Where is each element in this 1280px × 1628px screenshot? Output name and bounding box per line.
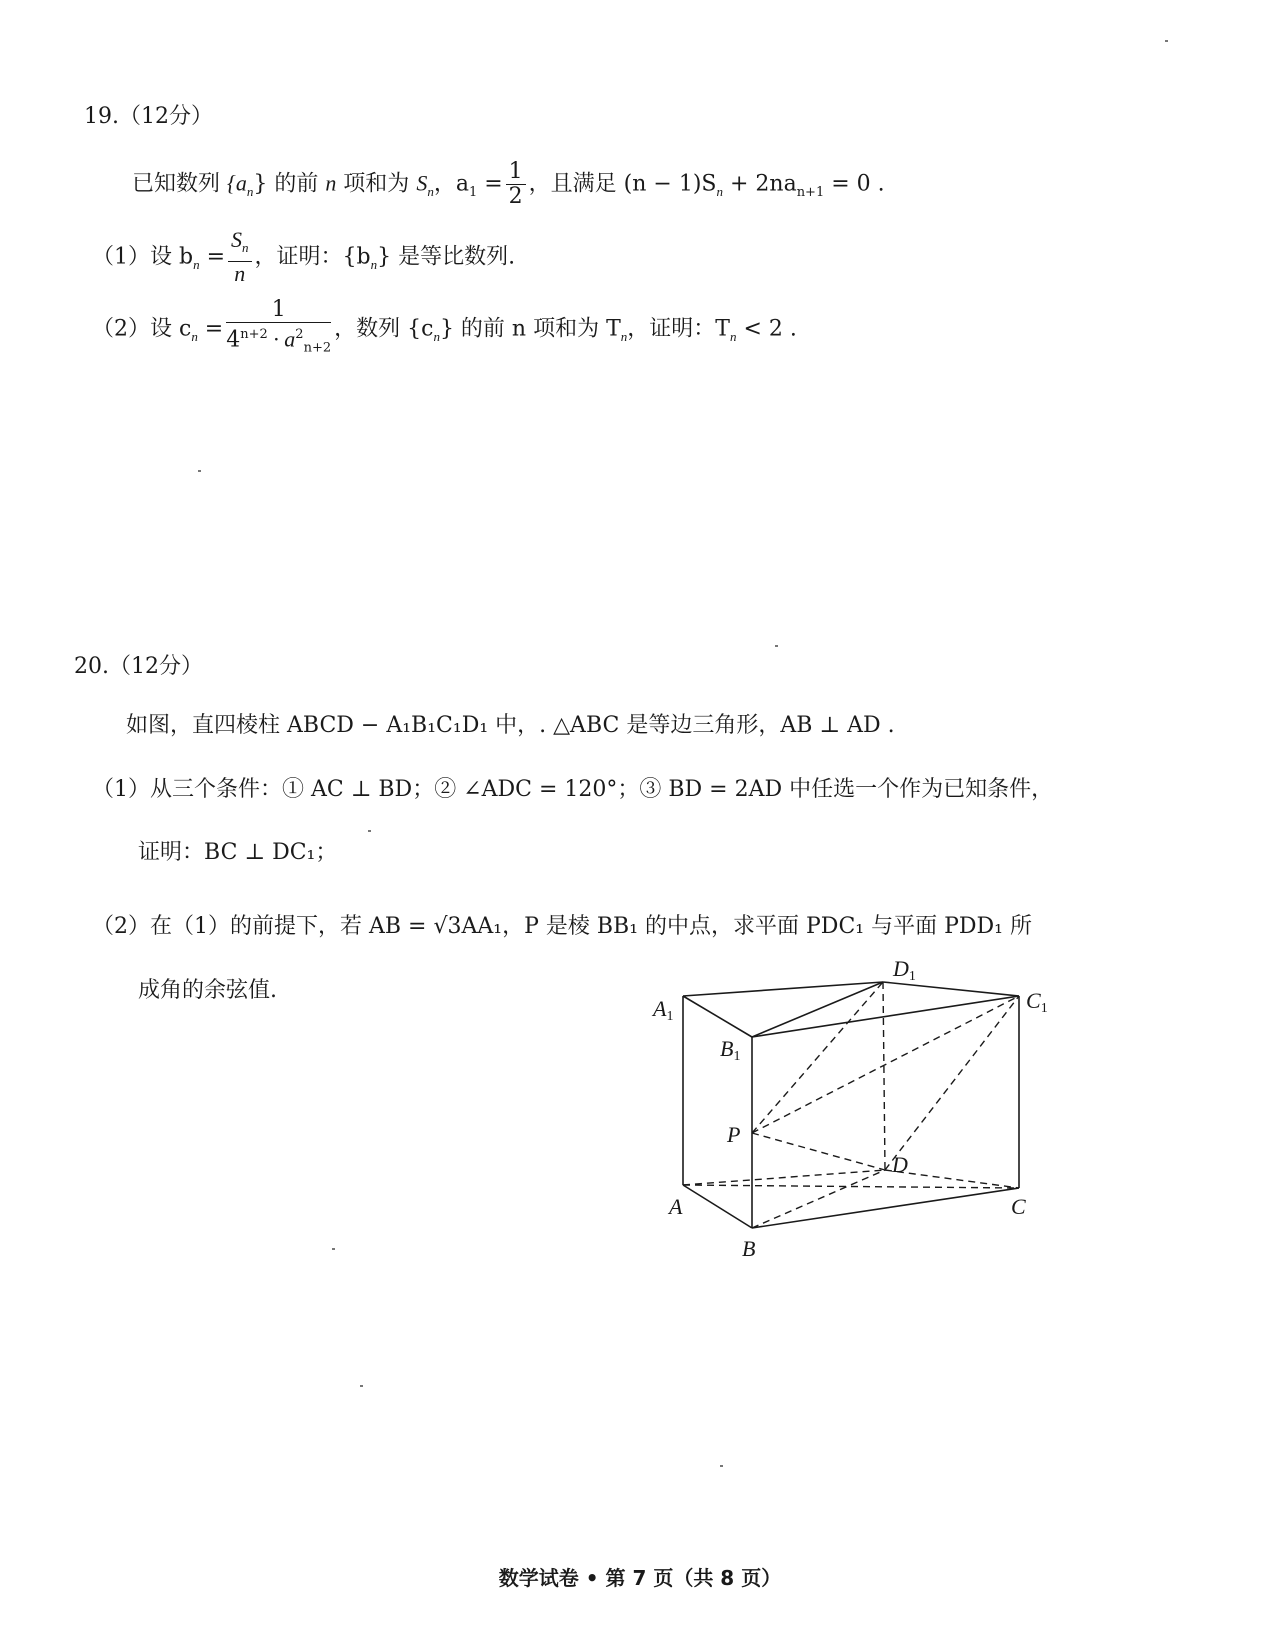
edge-A1-B1 (683, 996, 752, 1037)
label-D: D (892, 1152, 908, 1177)
label-D1: D1 (893, 956, 916, 984)
q19-part2: （2）设 $c_n$ = $\frac{1}{4^{n+2} \cdot a^2_{n+2}}$ ，数列 $\{c_n\}$ 的前 n 项和为 $T_n$，证明：$T_n < 2$ . (92, 298, 797, 361)
edge-D-D1 (883, 982, 885, 1170)
label-C: C (1011, 1194, 1026, 1219)
label-B1: B1 (720, 1036, 741, 1064)
q20-intro: 如图，直四棱柱 ABCD − A₁B₁C₁D₁ 中，. △ABC 是等边三角形，AB ⊥ AD . (126, 713, 895, 738)
edge-A-C (683, 1185, 1019, 1188)
scan-speck (1165, 40, 1168, 42)
edge-P-D (752, 1133, 885, 1170)
label-P: P (727, 1122, 741, 1147)
q19-header: 19.（12分） (84, 104, 213, 129)
edge-P-D1 (752, 982, 883, 1133)
q20-part2-line2: 成角的余弦值. (138, 978, 277, 1003)
q20-part1-line2: 证明：BC ⊥ DC₁； (138, 840, 338, 865)
q20-part1-line1: （1）从三个条件：① AC ⊥ BD；② ∠ADC = 120°；③ BD = 2AD 中任选一个作为已知条件， (92, 777, 1054, 802)
half-fraction: $\frac{1}{2}$ (506, 160, 526, 209)
scan-speck (198, 470, 201, 472)
edge-D-C1 (885, 996, 1019, 1170)
scan-speck (332, 1248, 335, 1250)
q19-intro: 已知数列 $\{a_n\}$ 的前 n 项和为 $S_n$，$a_1$ = $\frac{1}{2}$ ，且满足 $(n - 1)S_n + 2na_{n+1} = 0$ . (132, 159, 885, 209)
scan-speck (368, 830, 371, 832)
label-A1: A1 (653, 996, 674, 1024)
page-footer: 数学试卷 • 第 7 页（共 8 页） (498, 1566, 782, 1590)
q20-part2-line1: （2）在（1）的前提下，若 AB = √3AA₁，P 是棱 BB₁ 的中点，求平面 PDC₁ 与平面 PDD₁ 所 (92, 914, 1032, 939)
edge-B-C (752, 1188, 1019, 1228)
cn-fraction: $\frac{1}{4^{n+2} \cdot a^2_{n+2}}$ (226, 297, 332, 356)
sn-over-n-fraction: $\frac{S_n}{n}$ (228, 228, 252, 287)
q20-header: 20.（12分） (74, 654, 203, 679)
label-A: A (669, 1194, 683, 1219)
label-C1: C1 (1026, 988, 1048, 1016)
scan-speck (775, 645, 778, 647)
scan-speck (720, 1465, 723, 1467)
scan-speck (360, 1385, 363, 1387)
edge-A-B (683, 1185, 752, 1228)
q19-part1: （1）设 $b_n$ = $\frac{S_n}{n}$ ，证明：$\{b_n\}$ 是等比数列. (92, 227, 516, 287)
edge-D1-C1 (883, 982, 1019, 996)
label-B: B (742, 1236, 756, 1261)
